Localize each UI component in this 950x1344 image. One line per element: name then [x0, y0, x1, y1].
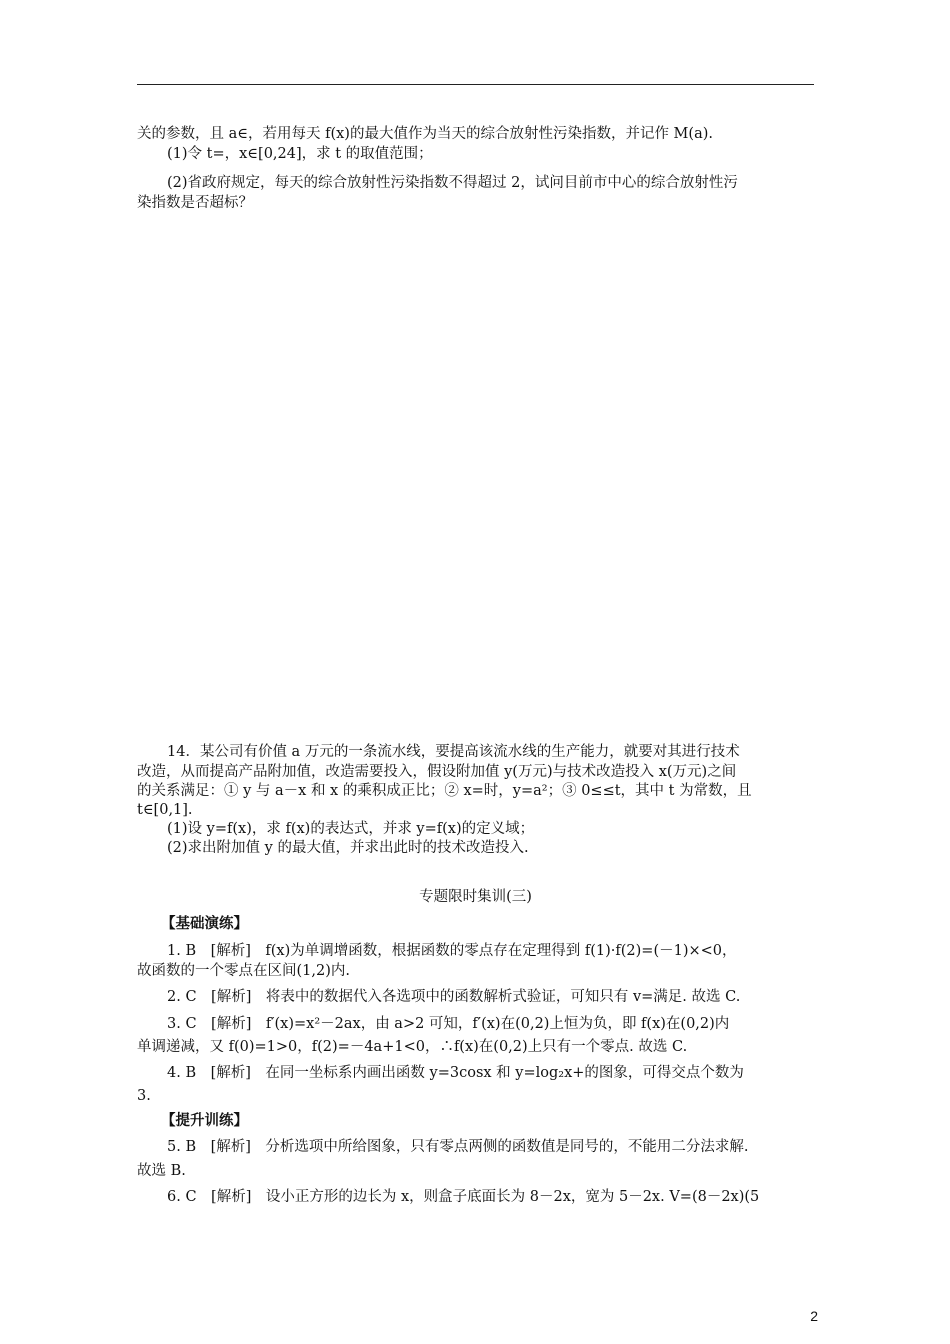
text-line: 关的参数，且 a∈，若用每天 f(x)的最大值作为当天的综合放射性污染指数，并记作 M(a). — [137, 126, 713, 142]
text-line: 改造，从而提高产品附加值，改造需要投入，假设附加值 y(万元)与技术改造投入 x(万元)之间 — [137, 764, 737, 780]
section-title: 专题限时集训(三) — [419, 889, 532, 905]
text-line: 的关系满足：① y 与 a－x 和 x 的乘积成正比；② x=时，y=a²；③ 0≤≤t，其中 t 为常数，且 — [137, 783, 752, 799]
text-line: 染指数是否超标？ — [137, 195, 253, 211]
text-line: (2)省政府规定，每天的综合放射性污染指数不得超过 2，试问目前市中心的综合放射性污 — [167, 175, 738, 191]
answer-3: 3. C [解析] f′(x)=x²－2ax，由 a>2 可知，f′(x)在(0,2)上恒为负，即 f(x)在(0,2)内 — [167, 1016, 730, 1032]
text-line: (1)令 t=，x∈[0,24]，求 t 的取值范围； — [167, 146, 433, 162]
advanced-training-header: 【提升训练】 — [161, 1112, 248, 1129]
answer-6: 6. C [解析] 设小正方形的边长为 x，则盒子底面长为 8－2x，宽为 5－2x. V=(8－2x)(5 — [167, 1189, 760, 1205]
text-line: (2)求出附加值 y 的最大值，并求出此时的技术改造投入. — [167, 840, 529, 856]
text-line: 3. — [137, 1088, 151, 1104]
text-line: (1)设 y=f(x)，求 f(x)的表达式，并求 y=f(x)的定义域； — [167, 821, 535, 837]
answer-1: 1. B [解析] f(x)为单调增函数，根据函数的零点存在定理得到 f(1)·f(2)=(－1)×<0， — [167, 943, 737, 959]
answer-4: 4. B [解析] 在同一坐标系内画出函数 y=3cosx 和 y=log₂x+的图象，可得交点个数为 — [167, 1065, 744, 1081]
question-14: 14．某公司有价值 a 万元的一条流水线，要提高该流水线的生产能力，就要对其进行技术 — [167, 744, 740, 760]
text-line: t∈[0,1]. — [137, 802, 193, 818]
basic-practice-header: 【基础演练】 — [161, 915, 248, 932]
answer-2: 2. C [解析] 将表中的数据代入各选项中的函数解析式验证，可知只有 v=满足. 故选 C. — [167, 989, 741, 1005]
page-number: 2 — [810, 1308, 818, 1324]
text-line: 故选 B. — [137, 1163, 186, 1179]
answer-5: 5. B [解析] 分析选项中所给图象，只有零点两侧的函数值是同号的，不能用二分法求解. — [167, 1139, 749, 1155]
text-line: 单调递减，又 f(0)=1>0，f(2)=－4a+1<0，∴f(x)在(0,2)上只有一个零点. 故选 C. — [137, 1039, 688, 1055]
document-body — [137, 0, 814, 1344]
text-line: 故函数的一个零点在区间(1,2)内. — [137, 963, 350, 979]
